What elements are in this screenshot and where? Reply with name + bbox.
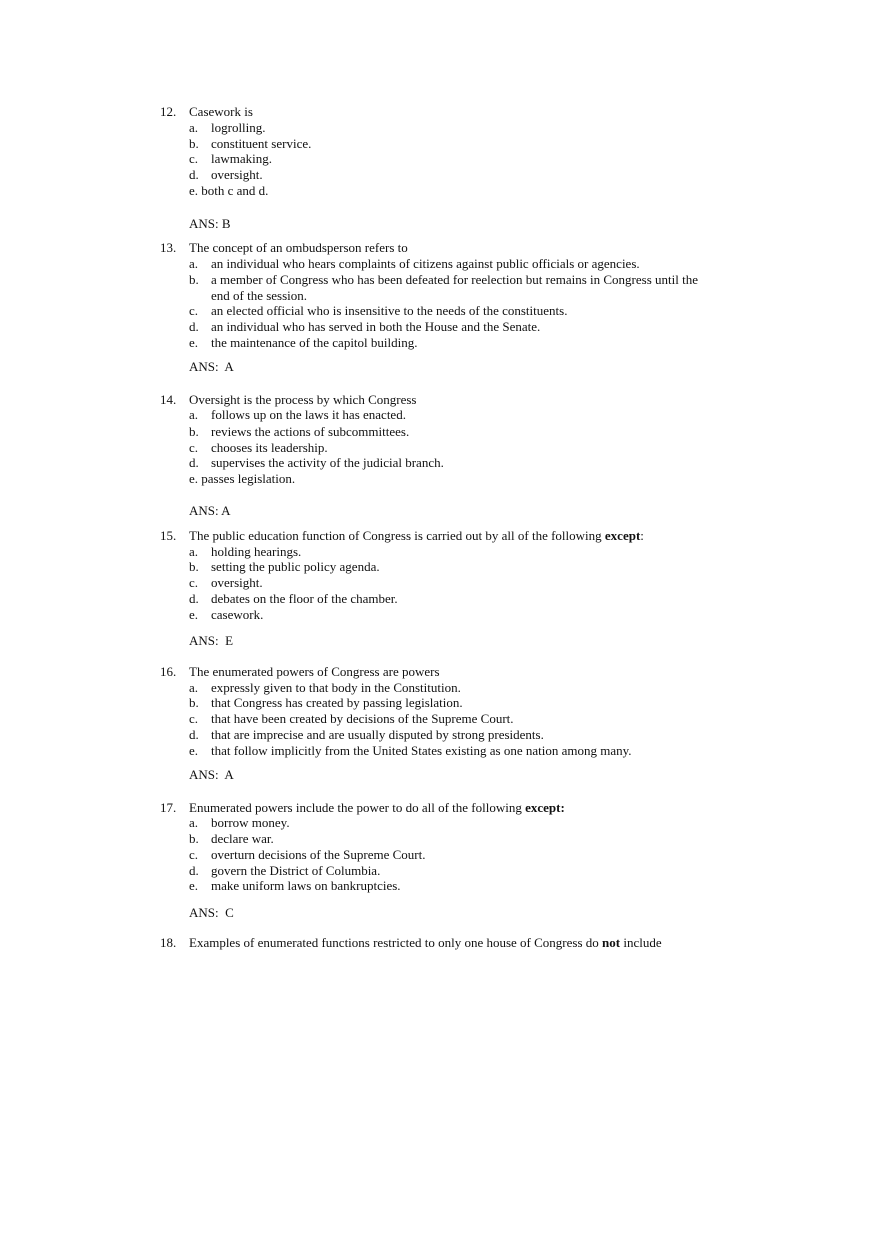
option-letter: d. [189,863,199,878]
question-stem [189,528,644,544]
option-text: logrolling. [211,120,266,135]
stem-emphasis: except: [525,800,565,815]
option-text: lawmaking. [211,151,273,166]
stem-text: Enumerated powers include the power to do all of the following [189,800,526,815]
option-letter: b. [189,136,199,151]
stem-text: Examples of enumerated functions restricted to only one house of Congress do [189,935,603,950]
option-text: chooses its leadership. [211,440,328,455]
stem-text: The public education function of Congress is carried out by all of the following [189,528,605,543]
question-number: 18. [160,935,177,950]
option-letter: d. [189,319,199,334]
option-text: that have been created by decisions of the Supreme Court. [211,711,514,726]
stem-text: Oversight is the process by which Congress [189,392,417,407]
option-letter: a. [189,120,199,135]
option-letter: c. [189,440,199,455]
stem-suffix: : [640,528,644,543]
option-letter: d. [189,591,199,606]
option-text: a member of Congress who has been defeated for reelection but remains in Congress until the end of the session. [211,272,698,303]
option-letter: a. [189,256,199,271]
option-letter: c. [189,303,199,318]
option-text: reviews the actions of subcommittees. [211,424,410,439]
answer-key: ANS: A [189,767,234,782]
answer-key: ANS: E [189,633,234,648]
question-number: 12. [160,104,177,119]
option-letter: c. [189,711,199,726]
stem-suffix: include [620,935,662,950]
option-letter: e. [189,878,199,893]
answer-key: ANS: C [189,905,234,920]
question-number: 15. [160,528,177,543]
answer-key: ANS: B [189,216,231,231]
question-stem [189,392,416,408]
option-letter: b. [189,695,199,710]
question-number: 17. [160,800,177,815]
option-text: an individual who has served in both the House and the Senate. [211,319,541,334]
option-letter: e. [189,471,199,486]
option-text: that are imprecise and are usually disputed by strong presidents. [211,727,544,742]
option-letter: e. [189,743,199,758]
option-text: debates on the floor of the chamber. [211,591,398,606]
option-letter: b. [189,272,199,287]
option-text: an elected official who is insensitive to the needs of the constituents. [211,303,568,318]
option-text: casework. [211,607,264,622]
option-letter: a. [189,815,199,830]
option-text: constituent service. [211,136,312,151]
option-letter: c. [189,575,199,590]
option-letter: a. [189,544,199,559]
question-stem [189,800,565,816]
option-text: oversight. [211,575,263,590]
option-letter: b. [189,424,199,439]
option-text: passes legislation. [201,471,296,486]
stem-emphasis: not [602,935,621,950]
question-stem [189,935,662,951]
answer-key: ANS: A [189,503,231,518]
option-text: follows up on the laws it has enacted. [211,407,406,422]
option-text: the maintenance of the capitol building. [211,335,418,350]
option-letter: d. [189,167,199,182]
option-letter: c. [189,847,199,862]
option-letter: a. [189,407,199,422]
option-text: govern the District of Columbia. [211,863,381,878]
option-letter: a. [189,680,199,695]
stem-text: Casework is [189,104,253,119]
question-stem [189,240,408,256]
option-text: supervises the activity of the judicial branch. [211,455,444,470]
option-text: both c and d. [201,183,269,198]
answer-key: ANS: A [189,359,234,374]
option-letter: b. [189,831,199,846]
answer-option [189,183,268,199]
option-text: borrow money. [211,815,290,830]
question-number: 13. [160,240,177,255]
option-letter: e. [189,183,199,198]
option-letter: b. [189,559,199,574]
stem-text: The enumerated powers of Congress are powers [189,664,440,679]
answer-option [189,471,295,487]
option-letter: e. [189,335,199,350]
option-text: that Congress has created by passing legislation. [211,695,463,710]
question-number: 16. [160,664,177,679]
stem-emphasis: except [604,528,641,543]
option-letter: e. [189,607,199,622]
option-text: declare war. [211,831,274,846]
stem-text: The concept of an ombudsperson refers to [189,240,408,255]
option-letter: d. [189,455,199,470]
question-stem [189,664,440,680]
option-text: oversight. [211,167,263,182]
option-text: expressly given to that body in the Constitution. [211,680,461,695]
option-text: an individual who hears complaints of citizens against public officials or agencies. [211,256,640,271]
option-text: overturn decisions of the Supreme Court. [211,847,426,862]
question-stem [189,104,253,120]
question-number: 14. [160,392,177,407]
option-text: that follow implicitly from the United States existing as one nation among many. [211,743,632,758]
option-text: holding hearings. [211,544,302,559]
option-text: make uniform laws on bankruptcies. [211,878,401,893]
option-letter: c. [189,151,199,166]
option-letter: d. [189,727,199,742]
option-text: setting the public policy agenda. [211,559,380,574]
